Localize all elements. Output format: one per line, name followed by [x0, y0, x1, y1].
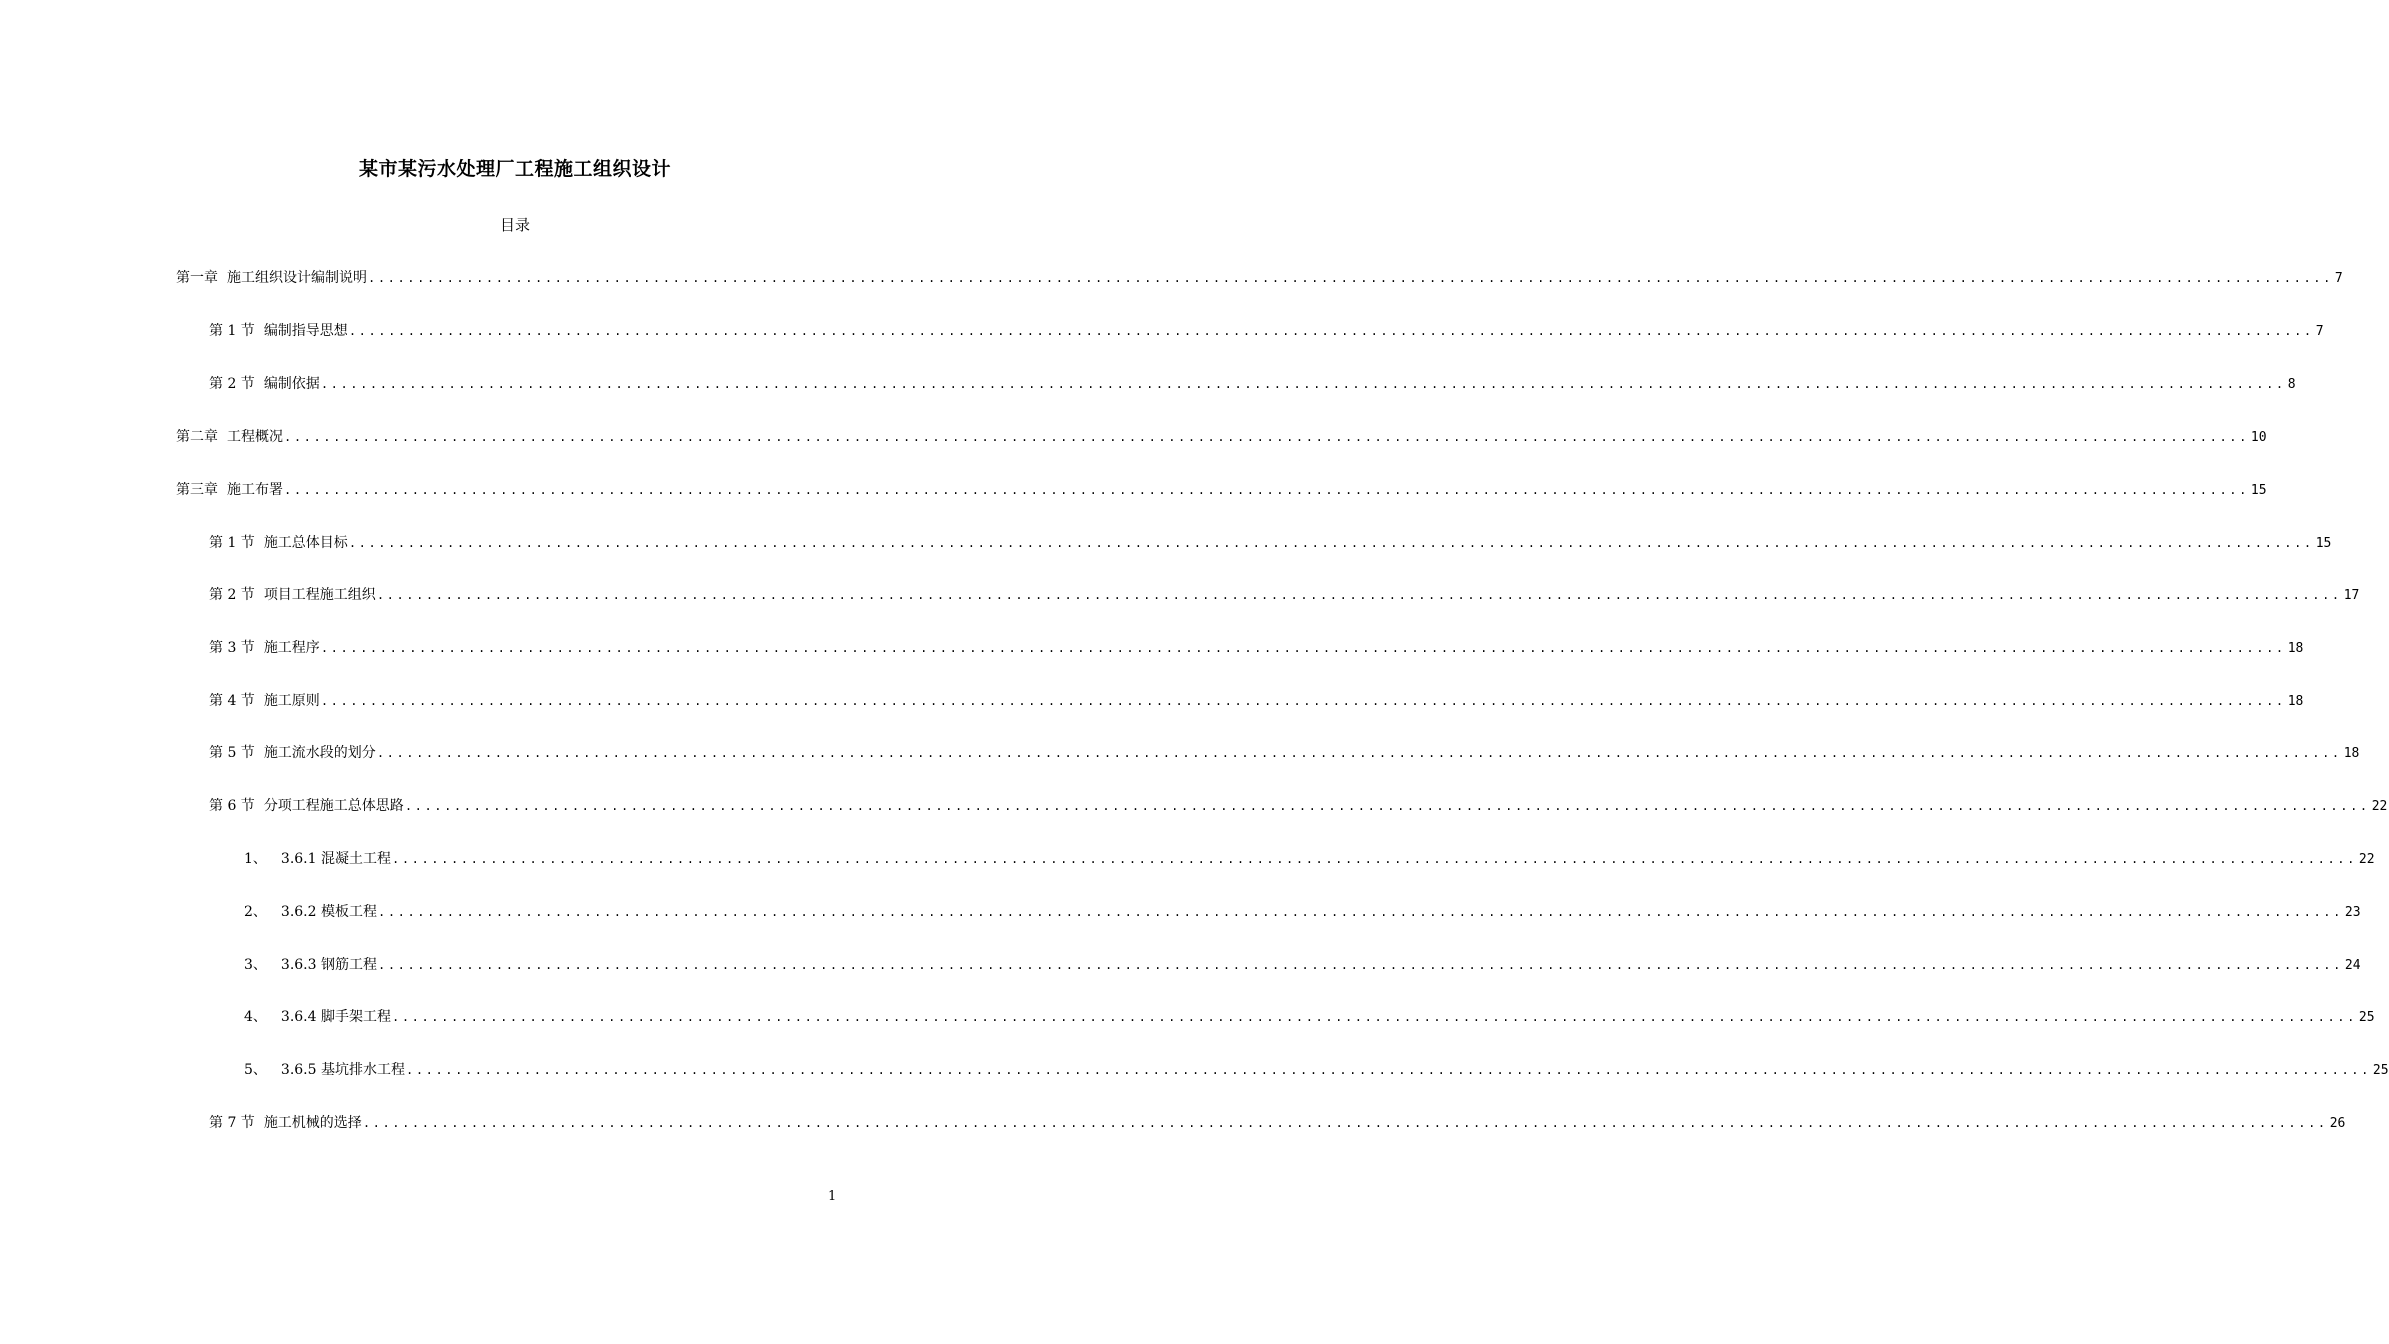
dot-leader: ........................................................................................................................................................................................................: [348, 324, 2314, 338]
toc-entry[interactable]: [209, 637, 2304, 659]
toc-entry-number: 第 7 节: [209, 1115, 255, 1131]
toc-entry-title: 3.6.1 混凝土工程: [280, 851, 391, 867]
toc-entry-page: 22: [2358, 852, 2375, 867]
dot-leader: ........................................................................................................................................................................................................: [320, 377, 2286, 391]
toc-label: [244, 1059, 405, 1079]
toc-entry-number: 第 5 节: [209, 745, 255, 761]
dot-leader: ........................................................................................................................................................................................................: [368, 271, 2333, 285]
toc-entry-title: 3.6.5 基坑排水工程: [280, 1062, 405, 1078]
toc-entry[interactable]: [209, 690, 2304, 712]
dot-leader: ........................................................................................................................................................................................................: [392, 1010, 2357, 1024]
toc-label: [209, 690, 320, 710]
dot-leader: ........................................................................................................................................................................................................: [392, 852, 2357, 866]
toc-entry-page: 7: [2334, 271, 2343, 286]
page-number: 1: [828, 1189, 837, 1204]
toc-entry[interactable]: [244, 1059, 2389, 1081]
toc-entry-number: 第二章: [176, 429, 218, 445]
toc-label: [209, 637, 320, 657]
toc-entry-title: 分项工程施工总体思路: [263, 798, 404, 814]
toc-entry-number: 第 4 节: [209, 693, 255, 709]
toc-entry[interactable]: [244, 848, 2375, 870]
toc-entry-title: 施工程序: [263, 640, 320, 656]
toc-entry-title: 施工流水段的划分: [263, 745, 376, 761]
toc-entry-page: 10: [2250, 430, 2267, 445]
toc-label: [244, 954, 377, 974]
toc-entry-number: 第 2 节: [209, 376, 255, 392]
document-title: 某市某污水处理厂工程施工组织设计: [358, 158, 671, 180]
toc-entry-page: 24: [2344, 958, 2361, 973]
toc-label: [209, 584, 376, 604]
dot-leader: ........................................................................................................................................................................................................: [362, 1116, 2328, 1130]
toc-entry[interactable]: [176, 479, 2267, 501]
toc-entry-title: 编制指导思想: [263, 323, 348, 339]
toc-entry-page: 18: [2287, 641, 2304, 656]
toc-entry[interactable]: [209, 584, 2360, 606]
toc-entry[interactable]: [209, 795, 2388, 817]
toc-label: [209, 532, 348, 552]
toc-label: [244, 1006, 391, 1026]
toc-entry-page: 22: [2371, 799, 2388, 814]
toc-entry-page: 8: [2287, 377, 2296, 392]
toc-entry-number: 5、: [244, 1062, 267, 1078]
toc-label: [176, 426, 283, 446]
toc-label: [176, 479, 283, 499]
dot-leader: ........................................................................................................................................................................................................: [378, 905, 2343, 919]
toc-entry-page: 26: [2329, 1116, 2346, 1131]
toc-entry-title: 3.6.4 脚手架工程: [280, 1009, 391, 1025]
toc-entry-title: 施工机械的选择: [263, 1115, 362, 1131]
toc-entry-number: 4、: [244, 1009, 267, 1025]
dot-leader: ........................................................................................................................................................................................................: [376, 746, 2342, 760]
toc-label: [209, 795, 404, 815]
toc-label: [209, 1112, 362, 1132]
toc-entry-page: 18: [2343, 746, 2360, 761]
toc-entry-number: 第 6 节: [209, 798, 255, 814]
dot-leader: ........................................................................................................................................................................................................: [320, 694, 2286, 708]
toc-entry-title: 编制依据: [263, 376, 320, 392]
dot-leader: ........................................................................................................................................................................................................: [376, 588, 2342, 602]
toc-entry[interactable]: [244, 954, 2361, 976]
toc-entry-number: 第 2 节: [209, 587, 255, 603]
toc-entry-number: 第 3 节: [209, 640, 255, 656]
toc-entry-page: 15: [2250, 483, 2267, 498]
toc-entry-number: 3、: [244, 957, 267, 973]
toc-entry[interactable]: [209, 1112, 2346, 1134]
toc-entry-title: 施工组织设计编制说明: [227, 270, 367, 286]
toc-entry-number: 第 1 节: [209, 535, 255, 551]
toc-label: [209, 742, 376, 762]
toc-entry-page: 25: [2358, 1010, 2375, 1025]
toc-entry[interactable]: [176, 426, 2267, 448]
toc-entry-title: 施工总体目标: [263, 535, 348, 551]
toc-heading: 目录: [499, 216, 530, 234]
dot-leader: ........................................................................................................................................................................................................: [284, 430, 2249, 444]
toc-entry-page: 23: [2344, 905, 2361, 920]
toc-entry-page: 15: [2315, 536, 2332, 551]
toc-entry[interactable]: [209, 373, 2296, 395]
toc-entry[interactable]: [244, 901, 2361, 923]
toc-entry-page: 7: [2315, 324, 2324, 339]
toc-entry-title: 3.6.2 模板工程: [280, 904, 377, 920]
toc-entry-title: 施工布署: [227, 482, 283, 498]
toc-entry-number: 1、: [244, 851, 267, 867]
toc-label: [176, 267, 367, 287]
toc-label: [209, 320, 348, 340]
toc-entry[interactable]: [176, 267, 2343, 289]
toc-label: [244, 848, 391, 868]
toc-entry-page: 18: [2287, 694, 2304, 709]
toc-entry-page: 17: [2343, 588, 2360, 603]
dot-leader: ........................................................................................................................................................................................................: [378, 958, 2343, 972]
toc-label: [209, 373, 320, 393]
toc-entry-number: 第一章: [176, 270, 218, 286]
toc-entry-number: 2、: [244, 904, 267, 920]
toc-entry-title: 项目工程施工组织: [263, 587, 376, 603]
toc-entry[interactable]: [244, 1006, 2375, 1028]
dot-leader: ........................................................................................................................................................................................................: [320, 641, 2286, 655]
toc-entry-page: 25: [2372, 1063, 2389, 1078]
toc-entry-title: 3.6.3 钢筋工程: [280, 957, 377, 973]
toc-entry[interactable]: [209, 320, 2324, 342]
toc-entry[interactable]: [209, 742, 2360, 764]
dot-leader: ........................................................................................................................................................................................................: [404, 799, 2370, 813]
dot-leader: ........................................................................................................................................................................................................: [284, 483, 2249, 497]
toc-entry-number: 第 1 节: [209, 323, 255, 339]
toc-entry-title: 施工原则: [263, 693, 320, 709]
toc-entry[interactable]: [209, 532, 2332, 554]
toc-label: [244, 901, 377, 921]
dot-leader: ........................................................................................................................................................................................................: [406, 1063, 2371, 1077]
toc-entry-title: 工程概况: [227, 429, 283, 445]
toc-entry-number: 第三章: [176, 482, 218, 498]
dot-leader: ........................................................................................................................................................................................................: [348, 536, 2314, 550]
